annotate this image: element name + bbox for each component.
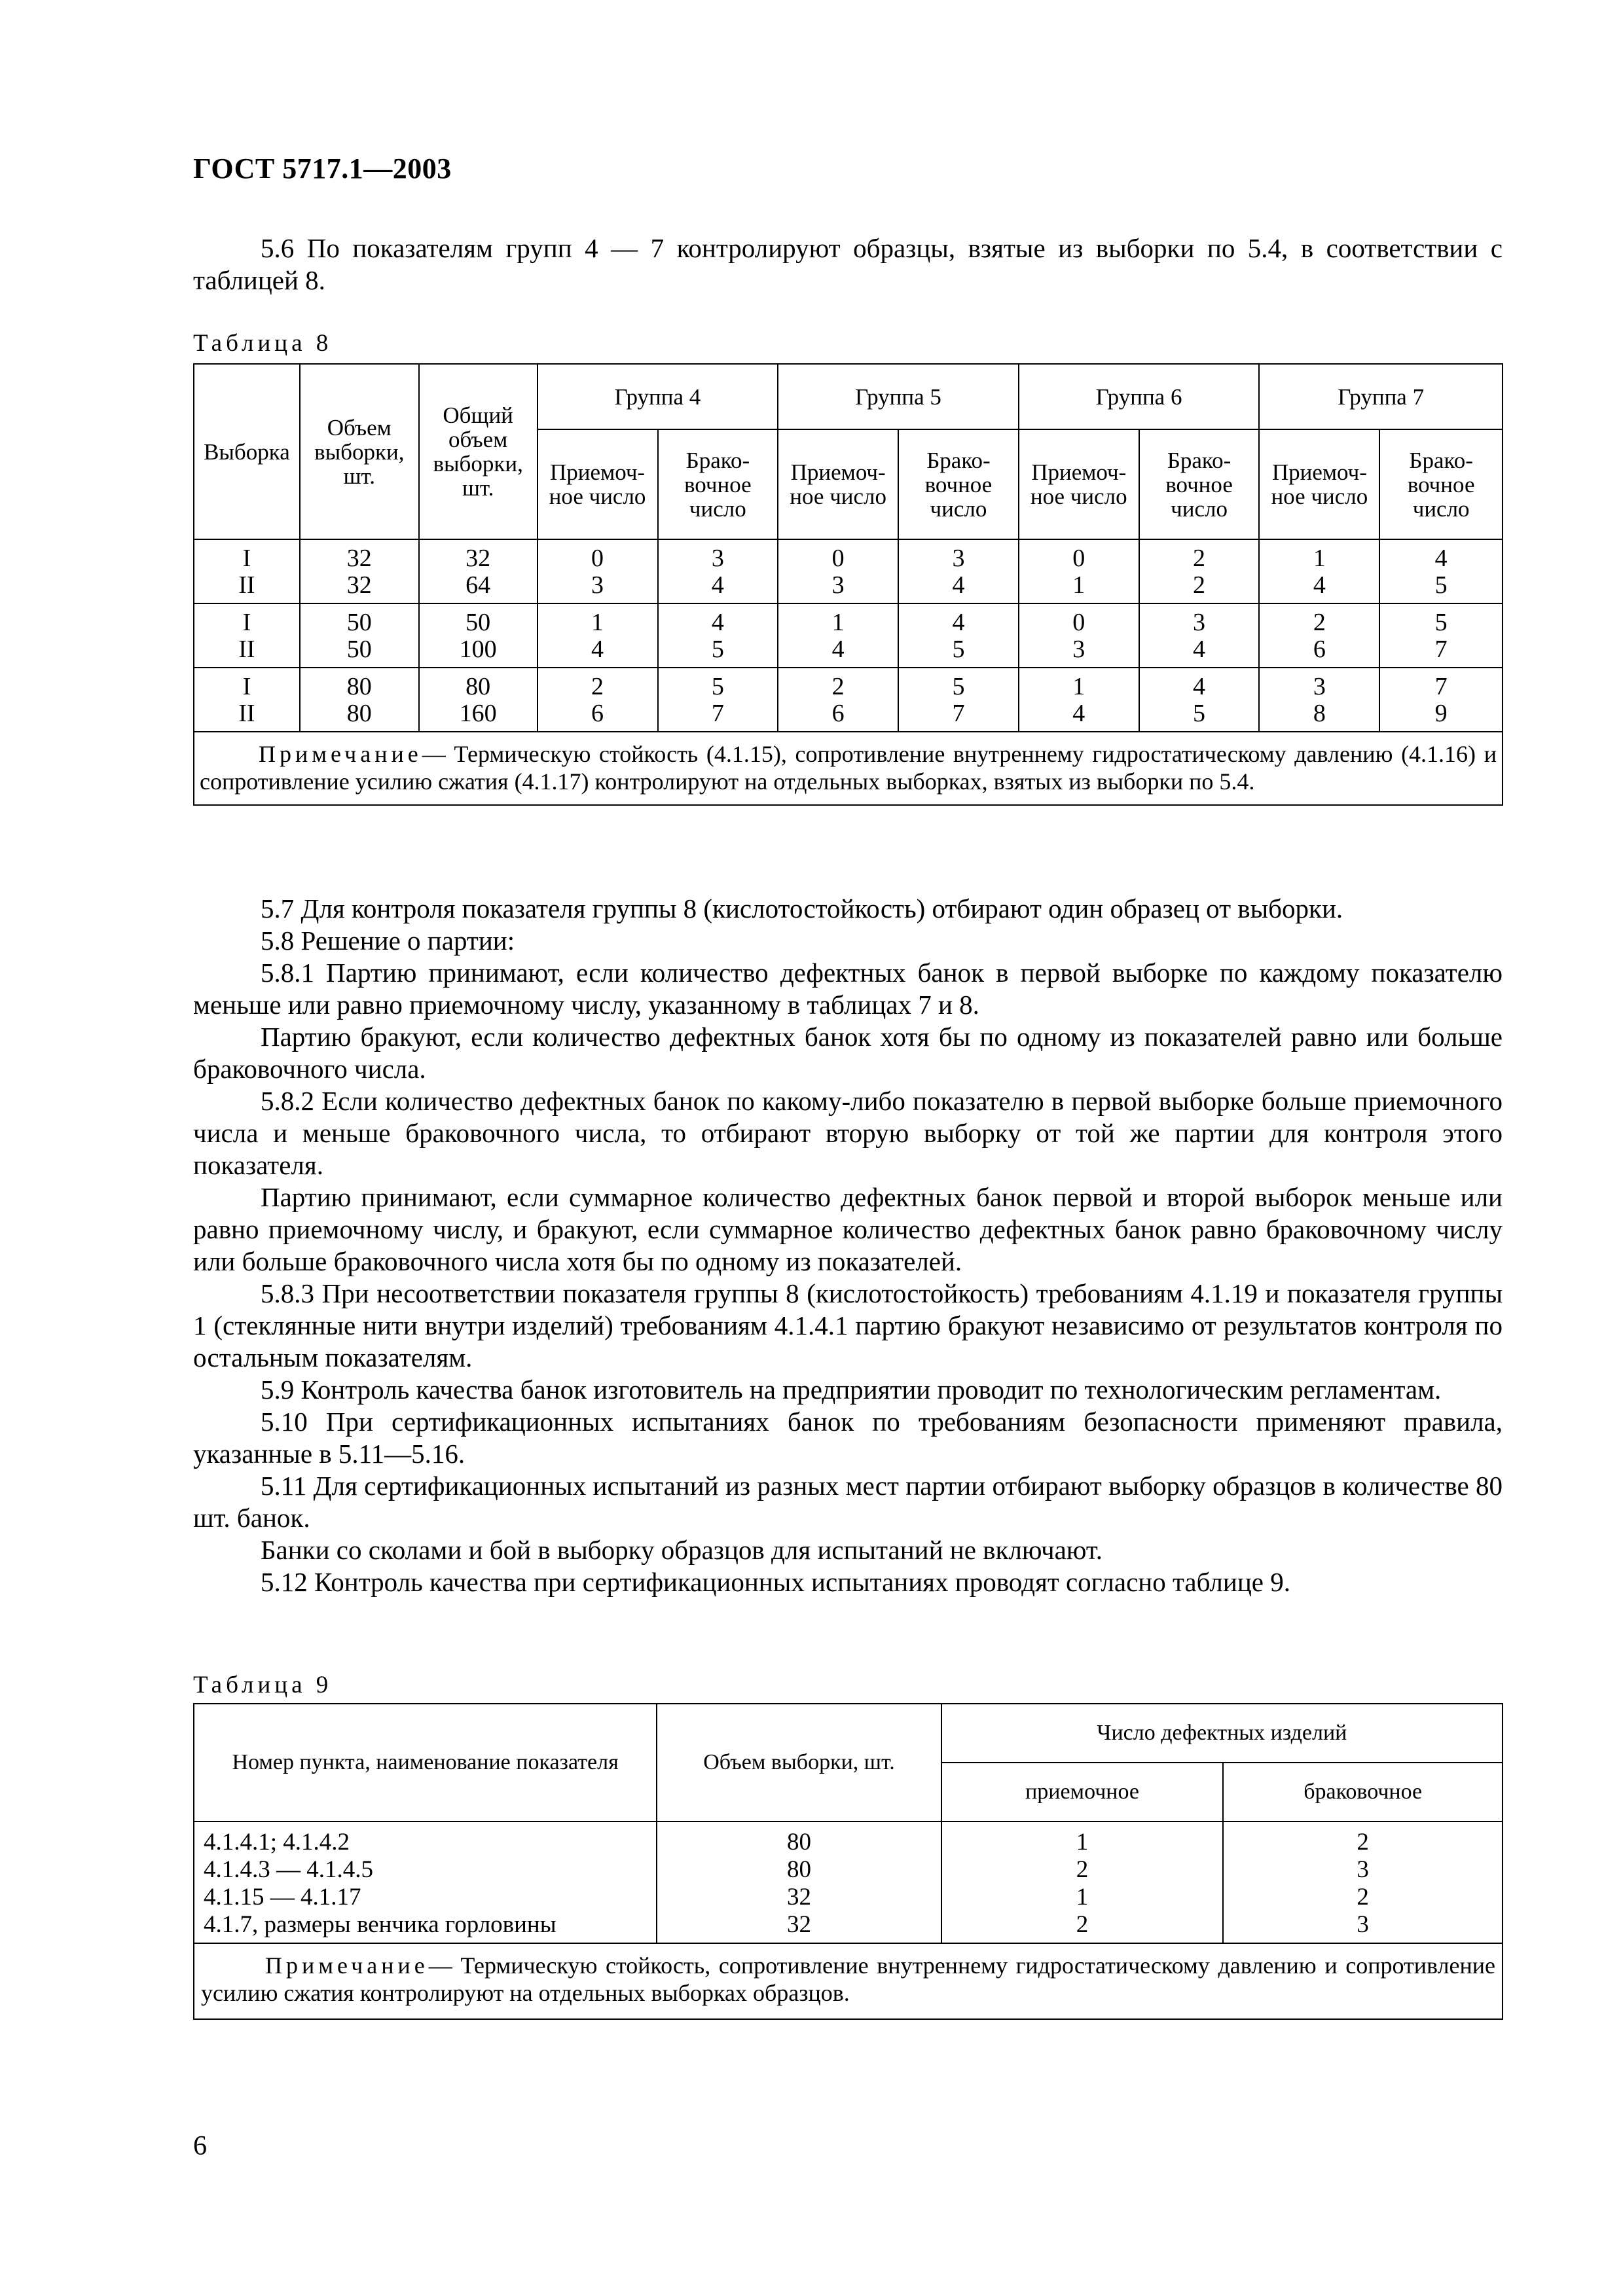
accept-cell-value: 0 xyxy=(1072,609,1085,636)
paragraph: 5.8.3 При несоответствии показателя группы 8 (кислотостойкость) требованиям 4.1.19 и показателя группы 1 (стеклянные нити внутри изделий) требованиям 4.1.4.1 партию бракуют независимо от результатов контроля по остальным показателям. xyxy=(193,1278,1503,1372)
note-text: — Термическую стойкость (4.1.15), сопротивление внутреннему гидростатическому давлению (4.1.16) и сопротивление усилию сжатия (4.1.17) контролируют на отдельных выборках, взятых из выборки по 5.4. xyxy=(200,741,1497,795)
volume-value: 32 xyxy=(786,1884,811,1910)
reject-cell xyxy=(898,539,1019,603)
volume-value: 80 xyxy=(786,1829,811,1856)
table8-row xyxy=(194,603,1503,668)
paragraph: Партию бракуют, если количество дефектных банок хотя бы по одному из показателей равно или больше браковочного числа. xyxy=(193,1022,1503,1084)
accept-cell xyxy=(778,539,898,603)
accept-cell-value: 8 xyxy=(1313,700,1326,727)
reject-cell xyxy=(1139,668,1260,732)
reject-cell-value: 2 xyxy=(1193,571,1206,599)
accept-value: 2 xyxy=(1076,1856,1089,1883)
reject-cell xyxy=(658,539,778,603)
reject-cell xyxy=(1379,603,1503,668)
paragraph: 5.8 Решение о партии: xyxy=(261,925,515,956)
accept-cell-value: 3 xyxy=(1072,636,1085,663)
accept-cell-value: 0 xyxy=(591,545,604,572)
volume-value: 32 xyxy=(786,1911,811,1938)
reject-cell-value: 4 xyxy=(711,571,724,599)
accept-cell xyxy=(1019,539,1139,603)
sub-header-accept: Приемоч- ное число xyxy=(1259,429,1379,539)
paragraph: 5.12 Контроль качества при сертификационных испытаниях проводят согласно таблице 9. xyxy=(261,1567,1290,1597)
reject-cell-value: 4 xyxy=(952,609,965,636)
accept-cell xyxy=(538,603,658,668)
item-text: 4.1.15 — 4.1.17 xyxy=(204,1884,361,1910)
reject-cell-value: 4 xyxy=(1193,636,1206,663)
accept-cell-value: 1 xyxy=(591,609,604,636)
col-header-total: Общий объем выборки, шт. xyxy=(419,364,538,539)
accept-cell-value: 2 xyxy=(591,673,604,700)
reject-cell-value: 5 xyxy=(1434,609,1448,636)
accept-cell xyxy=(1259,539,1379,603)
accept-cell xyxy=(538,539,658,603)
accept-cell-value: 6 xyxy=(591,700,604,727)
accept-cell-value: 2 xyxy=(1313,609,1326,636)
table8-row xyxy=(194,668,1503,732)
paragraph: 5.9 Контроль качества банок изготовитель на предприятии проводит по технологическим регламентам. xyxy=(261,1374,1442,1405)
reject-cell-value: 5 xyxy=(952,673,965,700)
accept-cell-value: 2 xyxy=(831,673,845,700)
reject-cell-value: 2 xyxy=(1193,545,1206,572)
total-cell xyxy=(419,668,538,732)
reject-cell xyxy=(898,603,1019,668)
sample-cell xyxy=(194,668,300,732)
col-header-item: Номер пункта, наименование показателя xyxy=(194,1704,657,1821)
table9-reject-cell xyxy=(1223,1821,1503,1943)
total-cell-value: 100 xyxy=(459,636,497,663)
reject-value: 3 xyxy=(1357,1856,1369,1883)
accept-cell-value: 3 xyxy=(591,571,604,599)
reject-value: 2 xyxy=(1357,1884,1369,1910)
accept-cell-value: 3 xyxy=(1313,673,1326,700)
paragraph: 5.11 Для сертификационных испытаний из разных мест партии отбирают выборку образцов в количестве 80 шт. банок. xyxy=(193,1471,1503,1533)
accept-cell xyxy=(778,668,898,732)
accept-cell-value: 1 xyxy=(1072,673,1085,700)
paragraph-5-6: 5.6 По показателям групп 4 — 7 контролируют образцы, взятые из выборки по 5.4, в соответствии с таблицей 8. xyxy=(193,233,1503,295)
paragraph: 5.7 Для контроля показателя группы 8 (кислотостойкость) отбирают один образец от выборки. xyxy=(261,893,1343,924)
accept-cell-value: 1 xyxy=(1313,545,1326,572)
sub-header-accept: приемочное xyxy=(941,1763,1224,1821)
total-cell-value: 64 xyxy=(465,571,491,599)
reject-cell-value: 5 xyxy=(952,636,965,663)
paragraph: 5.8.1 Партию принимают, если количество дефектных банок в первой выборке по каждому показателю меньше или равно приемочному числу, указанному в таблицах 7 и 8. xyxy=(193,958,1503,1020)
reject-cell-value: 4 xyxy=(1193,673,1206,700)
reject-cell-value: 7 xyxy=(952,700,965,727)
reject-value: 2 xyxy=(1357,1829,1369,1856)
accept-cell xyxy=(1259,603,1379,668)
reject-cell-value: 7 xyxy=(1434,673,1448,700)
col-header-group4: Группа 4 xyxy=(538,364,778,429)
accept-value: 1 xyxy=(1076,1829,1089,1856)
accept-cell-value: 4 xyxy=(1072,700,1085,727)
total-cell-value: 50 xyxy=(465,609,491,636)
table9-items-cell xyxy=(194,1821,657,1943)
reject-cell xyxy=(1379,668,1503,732)
sample-cell xyxy=(194,539,300,603)
sub-header-reject: браковочное xyxy=(1223,1763,1503,1821)
volume-cell-value: 50 xyxy=(346,609,372,636)
sample-cell-value: I xyxy=(242,609,251,636)
accept-cell-value: 1 xyxy=(831,609,845,636)
reject-cell xyxy=(1379,539,1503,603)
accept-cell-value: 0 xyxy=(831,545,845,572)
volume-cell xyxy=(300,668,419,732)
table8-row xyxy=(194,539,1503,603)
sample-cell xyxy=(194,603,300,668)
volume-cell-value: 32 xyxy=(346,545,372,572)
accept-cell xyxy=(538,668,658,732)
paragraph: 5.10 При сертификационных испытаниях банок по требованиям безопасности применяют правила, указанные в 5.11—5.16. xyxy=(193,1407,1503,1469)
col-header-group5: Группа 5 xyxy=(778,364,1019,429)
paragraph: Партию принимают, если суммарное количество дефектных банок первой и второй выборок меньше или равно приемочному числу, и бракуют, если суммарное количество дефектных банок равно браковочному числу или больше браковочного числа хотя бы по одному из показателей. xyxy=(193,1182,1503,1276)
reject-value: 3 xyxy=(1357,1911,1369,1938)
accept-cell-value: 4 xyxy=(1313,571,1326,599)
table9-volumes-cell xyxy=(657,1821,941,1943)
total-cell-value: 32 xyxy=(465,545,491,572)
reject-cell-value: 4 xyxy=(1434,545,1448,572)
reject-cell-value: 5 xyxy=(711,636,724,663)
reject-cell-value: 5 xyxy=(1193,700,1206,727)
reject-cell-value: 3 xyxy=(1193,609,1206,636)
col-header-volume: Объем выборки, шт. xyxy=(657,1704,941,1821)
item-text: 4.1.7, размеры венчика горловины xyxy=(204,1911,556,1938)
accept-value: 2 xyxy=(1076,1911,1089,1938)
reject-cell xyxy=(898,668,1019,732)
volume-cell-value: 50 xyxy=(346,636,372,663)
reject-cell-value: 5 xyxy=(1434,571,1448,599)
accept-cell xyxy=(778,603,898,668)
accept-cell-value: 1 xyxy=(1072,571,1085,599)
page-number: 6 xyxy=(193,2131,207,2161)
sub-header-reject: Брако- вочное число xyxy=(1379,429,1503,539)
sample-cell-value: I xyxy=(242,673,251,700)
accept-cell-value: 4 xyxy=(831,636,845,663)
sample-cell-value: II xyxy=(238,700,255,727)
accept-cell xyxy=(1019,603,1139,668)
sample-cell-value: II xyxy=(238,636,255,663)
item-text: 4.1.4.1; 4.1.4.2 xyxy=(204,1829,350,1856)
volume-cell xyxy=(300,603,419,668)
sample-cell-value: II xyxy=(238,571,255,599)
accept-cell-value: 3 xyxy=(831,571,845,599)
reject-cell-value: 4 xyxy=(711,609,724,636)
col-header-group6: Группа 6 xyxy=(1019,364,1260,429)
reject-cell xyxy=(1139,603,1260,668)
total-cell xyxy=(419,603,538,668)
reject-cell-value: 4 xyxy=(952,571,965,599)
col-header-group7: Группа 7 xyxy=(1259,364,1503,429)
body-text xyxy=(193,893,1503,1598)
sample-cell-value: I xyxy=(242,545,251,572)
paragraph: Банки со сколами и бой в выборку образцов для испытаний не включают. xyxy=(261,1535,1103,1565)
table9-accept-cell xyxy=(941,1821,1224,1943)
col-header-sample: Выборка xyxy=(194,364,300,539)
reject-cell-value: 7 xyxy=(1434,636,1448,663)
item-text: 4.1.4.3 — 4.1.4.5 xyxy=(204,1856,373,1883)
paragraph: 5.8.2 Если количество дефектных банок по какому-либо показателю в первой выборке больше приемочного числа и меньше браковочного числа, то отбирают вторую выборку от той же партии для контроля этого показателя. xyxy=(193,1086,1503,1180)
sub-header-reject: Брако- вочное число xyxy=(898,429,1019,539)
sub-header-accept: Приемоч- ное число xyxy=(538,429,658,539)
reject-cell-value: 5 xyxy=(711,673,724,700)
table-8 xyxy=(193,363,1503,806)
volume-cell-value: 80 xyxy=(346,673,372,700)
document-header: ГОСТ 5717.1—2003 xyxy=(193,152,452,185)
note-label: Примечание xyxy=(265,1952,429,1979)
accept-cell xyxy=(1019,668,1139,732)
reject-cell-value: 3 xyxy=(711,545,724,572)
accept-cell-value: 0 xyxy=(1072,545,1085,572)
accept-cell-value: 6 xyxy=(1313,636,1326,663)
reject-cell-value: 9 xyxy=(1434,700,1448,727)
table9-caption: Таблица 9 xyxy=(193,1672,333,1698)
total-cell-value: 160 xyxy=(459,700,497,727)
table9-note xyxy=(194,1943,1503,2019)
sub-header-accept: Приемоч- ное число xyxy=(778,429,898,539)
accept-cell xyxy=(1259,668,1379,732)
total-cell-value: 80 xyxy=(465,673,491,700)
accept-cell-value: 6 xyxy=(831,700,845,727)
volume-cell-value: 32 xyxy=(346,571,372,599)
reject-cell xyxy=(658,668,778,732)
volume-cell-value: 80 xyxy=(346,700,372,727)
sub-header-accept: Приемоч- ное число xyxy=(1019,429,1139,539)
note-label: Примечание xyxy=(259,741,422,767)
reject-cell-value: 3 xyxy=(952,545,965,572)
volume-value: 80 xyxy=(786,1856,811,1883)
reject-cell xyxy=(1139,539,1260,603)
accept-cell-value: 4 xyxy=(591,636,604,663)
col-header-defects: Число дефектных изделий xyxy=(941,1704,1503,1763)
accept-value: 1 xyxy=(1076,1884,1089,1910)
col-header-volume: Объем выборки, шт. xyxy=(300,364,419,539)
table8-caption: Таблица 8 xyxy=(193,330,333,357)
reject-cell-value: 7 xyxy=(711,700,724,727)
total-cell xyxy=(419,539,538,603)
table8-note xyxy=(194,732,1503,805)
note-text: — Термическую стойкость, сопротивление внутреннему гидростатическому давлению и сопротивление усилию сжатия контролируют на отдельных выборках образцов. xyxy=(201,1952,1495,2006)
table-9 xyxy=(193,1703,1503,2020)
sub-header-reject: Брако- вочное число xyxy=(1139,429,1260,539)
sub-header-reject: Брако- вочное число xyxy=(658,429,778,539)
volume-cell xyxy=(300,539,419,603)
reject-cell xyxy=(658,603,778,668)
